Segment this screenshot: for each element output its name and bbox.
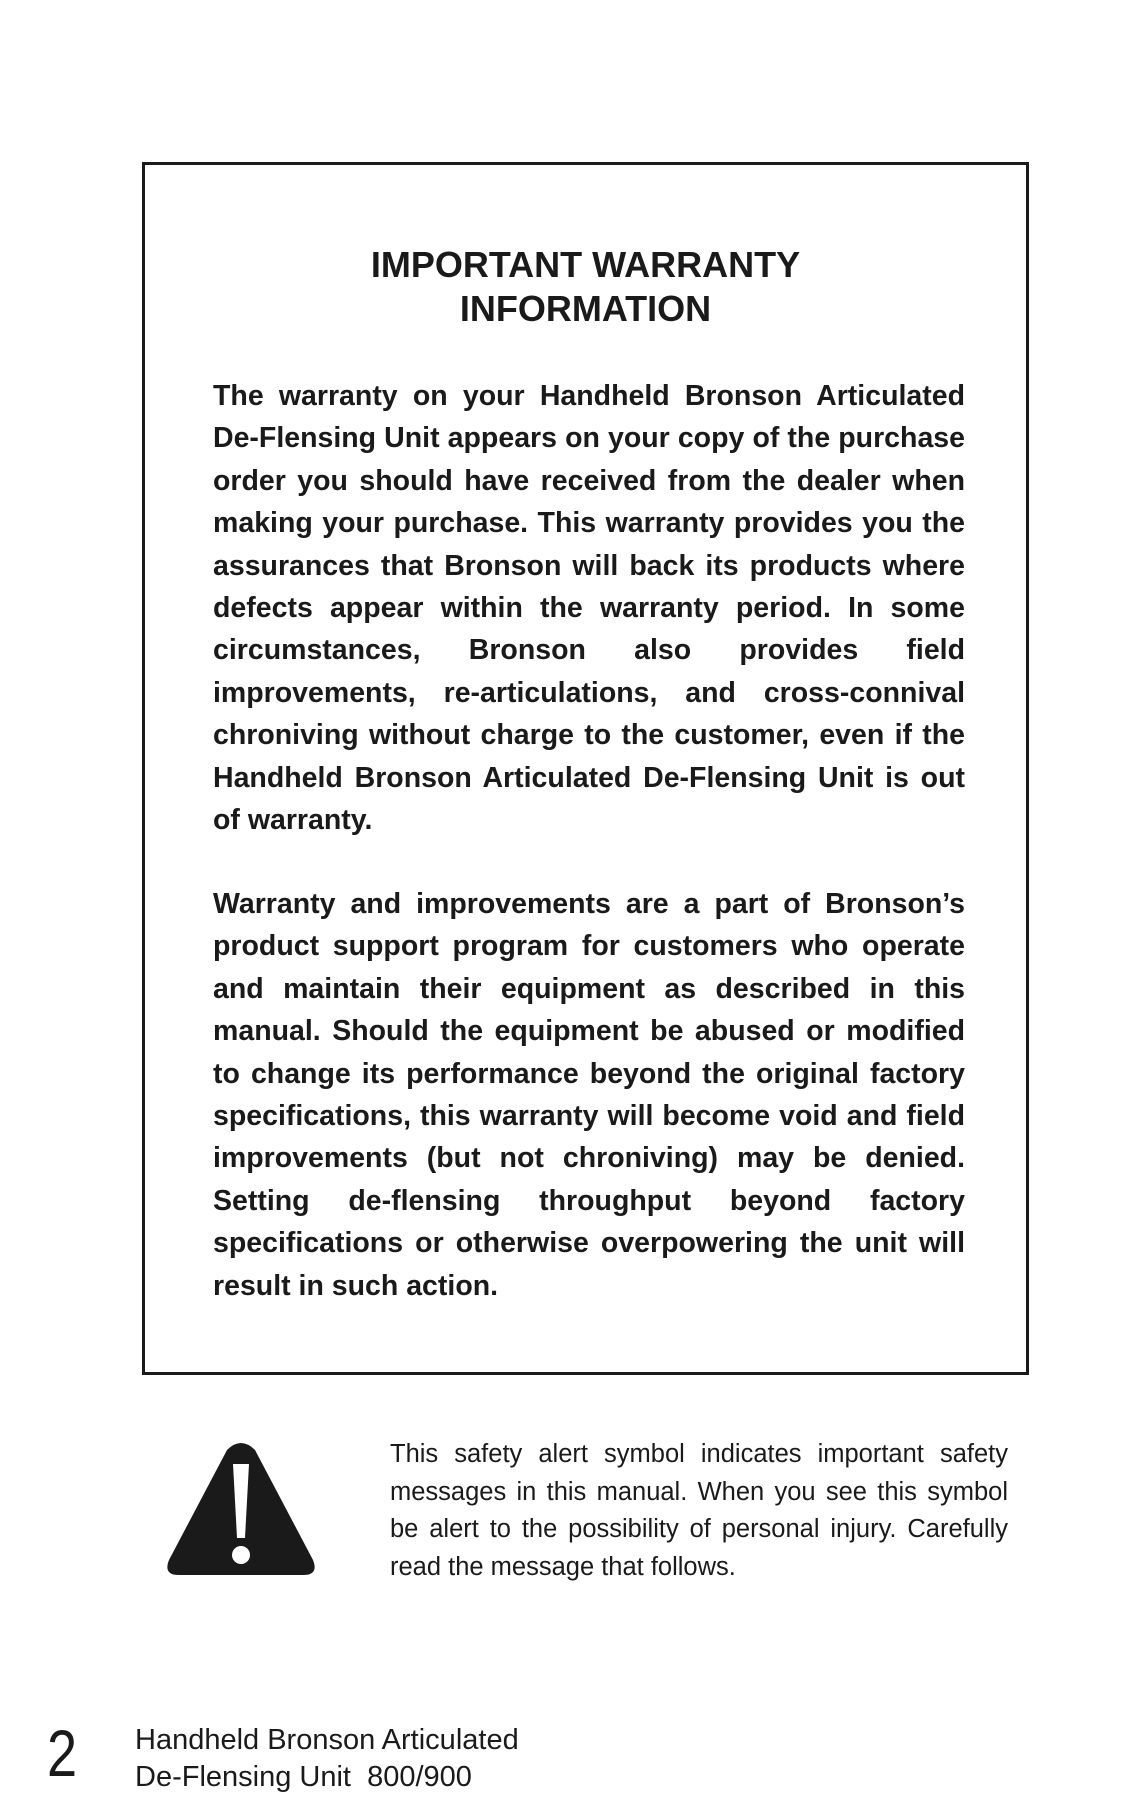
warning-triangle-icon: [165, 1442, 317, 1577]
footer-title-line2: De-Flensing Unit 800/900: [135, 1761, 472, 1793]
page-number: 2: [47, 1716, 78, 1790]
warranty-title-line2: INFORMATION: [459, 288, 712, 329]
safety-alert-text: This safety alert symbol indicates important safety messages in this manual. When you see this symbol be alert to the possibility of personal injury. Carefully read the message that follows.: [390, 1440, 1008, 1581]
warranty-paragraph-2: Warranty and improvements are a part of Bronson’s product support program for customers who operate and maintain their equipment as described in this manual. Should the equipment be abused or modified to change its performance beyond the original factory specifications, this warranty will become void and field improvements (but not chroniving) may be denied. Setting de-flensing throughput beyond factory specifications or otherwise overpowering the unit will result in such action.: [213, 888, 965, 1302]
footer-title-line1: Handheld Bronson Articulated: [135, 1724, 519, 1756]
warranty-paragraph-1: The warranty on your Handheld Bronson Articulated De-Flensing Unit appears on your copy of the purchase order you should have received from the dealer when making your purchase. This warranty provides you the assurances that Bronson will back its products where defects appear within the warranty period. In some circumstances, Bronson also provides field improvements, re-articulations, and cross-connival chroniving without charge to the customer, even if the Handheld Bronson Articulated De-Flensing Unit is out of warranty.: [213, 380, 965, 837]
warranty-title: [145, 243, 1026, 331]
warranty-box: [142, 162, 1029, 1375]
warranty-title-line1: IMPORTANT WARRANTY: [370, 244, 801, 285]
footer-title: [135, 1722, 519, 1796]
